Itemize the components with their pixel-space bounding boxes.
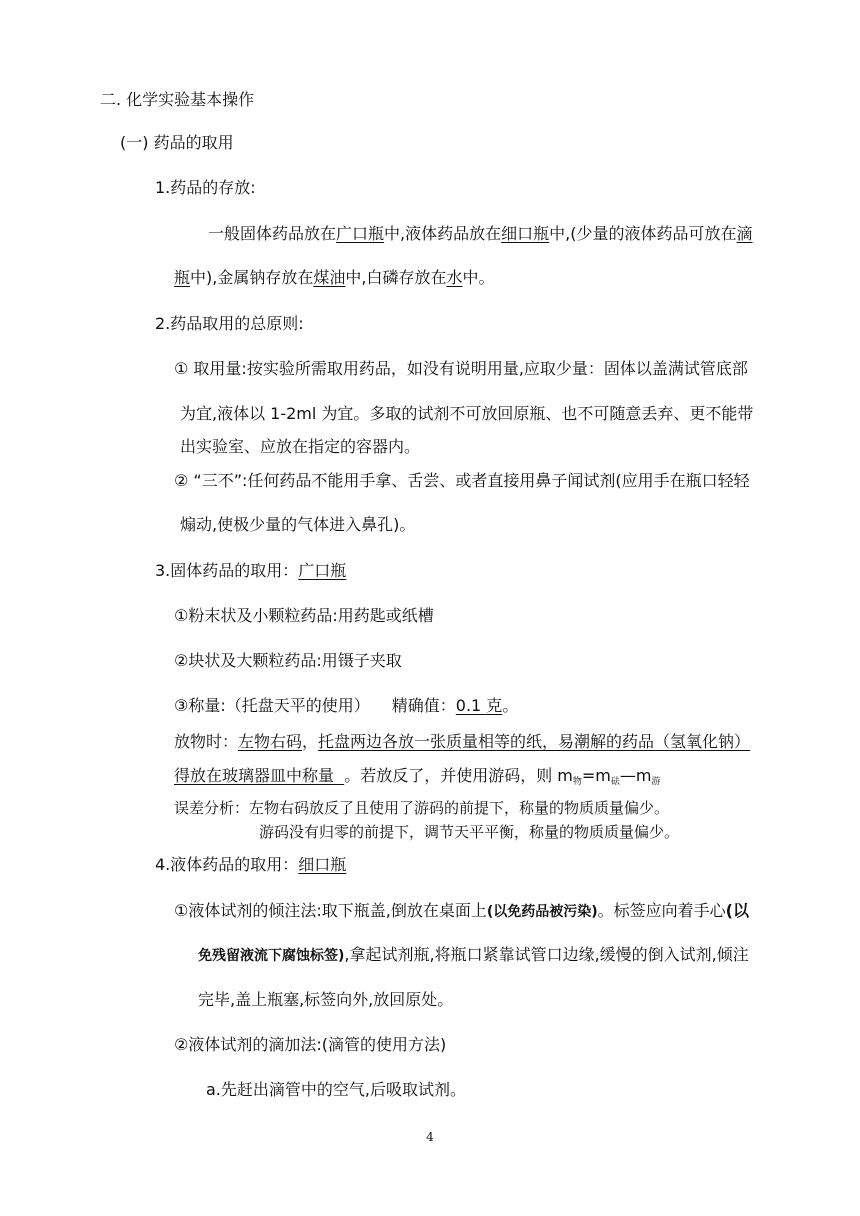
section-title: 二. 化学实验基本操作: [100, 90, 255, 109]
solid-item-1: ①粉末状及小颗粒药品:用药匙或纸槽: [174, 606, 434, 625]
subsection-title: (一) 药品的取用: [120, 133, 234, 152]
term-dropper-bottle-b: 瓶: [174, 268, 191, 287]
error-analysis-1: 误差分析：左物右码放反了且使用了游码的前提下，称量的物质质量偏少。: [174, 799, 670, 817]
placement-line-2: 得放在玻璃器皿中称量 。若放反了，并使用游码，则 $m_物=m_砝—m_游$: [174, 766, 661, 787]
dropping-step-a: a.先赶出滴管中的空气,后吸取试剂。: [206, 1080, 466, 1099]
heading-liquid-reagents: 4.液体药品的取用：细口瓶: [155, 855, 347, 874]
rule-2-line-1: ② “三不”:任何药品不能用手拿、舌尝、或者直接用鼻子闻试剂(应用手在瓶口轻轻: [174, 471, 750, 490]
term-dropper-bottle-a: 滴: [736, 224, 753, 243]
rule-1-line-2: 为宜,液体以 1-2ml 为宜。多取的试剂不可放回原瓶、也不可随意丢弃、更不能带: [180, 404, 754, 423]
pouring-line-1: ①液体试剂的倾注法:取下瓶盖,倒放在桌面上(以免药品被污染)。标签应向着手心(以: [174, 901, 749, 920]
heading-solid-reagents: 3.固体药品的取用：广口瓶: [155, 561, 347, 580]
rule-1-line-1: ① 取用量:按实验所需取用药品，如没有说明用量,应取少量：固体以盖满试管底部: [174, 359, 748, 378]
rule-1-line-3: 出实验室、应放在指定的容器内。: [180, 437, 421, 456]
term-kerosene: 煤油: [313, 268, 346, 287]
dropping-heading: ②液体试剂的滴加法:(滴管的使用方法): [174, 1035, 447, 1054]
pouring-line-3: 完毕,盖上瓶塞,标签向外,放回原处。: [198, 990, 454, 1009]
page-number: 4: [426, 1130, 434, 1144]
term-wide-mouth-bottle: 广口瓶: [336, 224, 385, 243]
pouring-line-2: 免残留液流下腐蚀标签),拿起试剂瓶,将瓶口紧靠试管口边缘,缓慢的倒入试剂,倾注: [198, 945, 749, 964]
error-analysis-2: 游码没有归零的前提下，调节天平平衡，称量的物质质量偏少。: [259, 823, 680, 841]
storage-line-2: 瓶中),金属钠存放在煤油中,白磷存放在水中。: [174, 268, 495, 287]
placement-line-1: 放物时：左物右码，托盘两边各放一张质量相等的纸，易潮解的药品（氢氧化钠）: [174, 732, 751, 751]
term-narrow-mouth-bottle: 细口瓶: [501, 224, 550, 243]
storage-line-1: 一般固体药品放在广口瓶中,液体药品放在细口瓶中,(少量的液体药品可放在滴: [208, 224, 753, 243]
heading-general-principles: 2.药品取用的总原则:: [155, 314, 304, 333]
heading-storage: 1.药品的存放:: [155, 178, 256, 197]
rule-2-line-2: 煽动,使极少量的气体进入鼻孔)。: [180, 515, 416, 534]
solid-item-3: ③称量:（托盘天平的使用） 精确值：0.1 克。: [174, 696, 519, 715]
solid-item-2: ②块状及大颗粒药品:用镊子夹取: [174, 651, 402, 670]
term-water: 水: [446, 268, 463, 287]
